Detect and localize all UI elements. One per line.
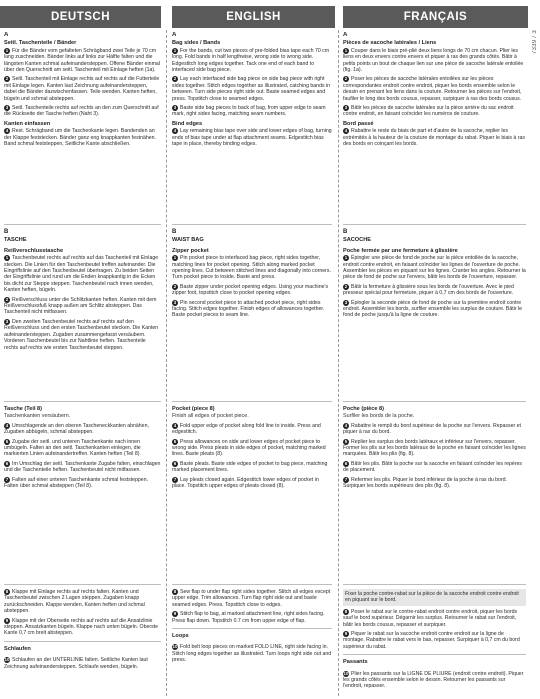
- step-number: 9: [173, 611, 177, 617]
- step-10: [343, 671, 526, 690]
- step-text: Pin second pocket piece to attached pocket piece, right sides facing. Stitch edges together. Finish edges of allowances together. Baste pocket pieces to seam line.: [172, 299, 325, 319]
- step-number: 2: [5, 76, 9, 82]
- step-9: [172, 611, 332, 624]
- language-header: [0, 6, 540, 28]
- step-number: 2: [344, 283, 348, 289]
- section-a: [343, 32, 526, 151]
- step-text: Stitch flap to bag, at marked attachment line, right sides facing. Press flap down. Topstitch 0.7 cm from upper edge of flap.: [172, 611, 325, 624]
- column-francais: [343, 32, 526, 696]
- subheading: Kanten einfassen: [4, 120, 51, 127]
- step-text: Baste pleats. Baste side edges of pocket to bag piece, matching marked placement lines.: [172, 460, 328, 474]
- section-d: [172, 580, 332, 667]
- step-number: 8: [173, 589, 177, 594]
- step-number: 7: [5, 476, 9, 482]
- step-3: [343, 300, 526, 319]
- step-text: Zugabe der seitl. und unteren Taschenkante nach innen umbügeln. Falten an den seitl. Taschenkanten einlegen, die markierten Linien aufeinandertreffen. Kanten heften (Teil 8).: [4, 438, 141, 458]
- step-number: 7: [173, 476, 177, 482]
- divider-rule: [4, 401, 161, 402]
- section-letter: A: [343, 32, 348, 38]
- step-number: 4: [5, 128, 9, 134]
- step-number: 5: [5, 438, 9, 444]
- step-number: 1: [344, 47, 348, 53]
- subheading: Reißverschlusstasche: [4, 247, 64, 254]
- step-text: Sew flap to under flap right sides together. Stitch all edges except upper edge. Trim allowances. Turn flap right side out and baste seamed edges. Press. Topstitch close to edges.: [172, 589, 331, 608]
- step-text: Lay pleats closed again. Edgestitch lower edges of pocket in place. Topstitch upper edges of pleats closed (8).: [172, 476, 319, 490]
- step-text: Lay remaining bias tape over side and lower edges of bag, turning ends of bias tape under at flap attachment seams. Edgestitch bias tape in place, thereby binding edges.: [172, 128, 332, 148]
- section-title: TASCHE: [4, 237, 27, 244]
- step-number: 8: [344, 608, 348, 614]
- section-title: WAIST BAG: [172, 237, 204, 244]
- divider-rule: [343, 654, 526, 655]
- step-number: 3: [173, 299, 177, 305]
- subheading: Bind edges: [172, 120, 203, 127]
- section-c: [4, 397, 161, 492]
- step-text: Rabattre le reste du biais de part et d'autre de la sacoche, replier les extrémités à la hauteur de la couture de montage du rabat. Piquer le biais à ras des bords en coinçant les bords.: [343, 128, 525, 148]
- step-text: Replier les surplus des bords latéraux et inférieur sur l'envers, repasser. Former les plis sur les bords latéraux de la poche en faisant coïncider les lignes marquées. Bâtir les plis (fig. 8).: [343, 438, 526, 458]
- step-text: Fold upper edge of pocket along fold line to inside. Press and edgestitch.: [172, 422, 321, 436]
- step-number: 9: [5, 617, 9, 623]
- step-3: [343, 105, 526, 118]
- step-text: Bâtir la fermeture à glissière sous les bords de l'ouverture. Avec le pied presseur spécial pour fermeture, piquer à 0,7 cm des bords de l'ouverture.: [343, 283, 514, 297]
- section-title: SACOCHE: [343, 237, 371, 244]
- step-text: Poser les pièces de sacoche latérales entoilées sur les pièces correspondantes endroit contre endroit, piquer les bords ensemble selon le dessin en prenant les liens dans la couture. Retourner les pièces sur l'endroit, faufiler le long des bords cousus, repasser, surpiquer à ras des bords cousus.: [343, 76, 522, 102]
- step-8: [172, 589, 332, 608]
- step-number: 1: [5, 47, 9, 53]
- step-text: Falten auf einer unteren Taschenkante schmal feststeppen. Falten über schmal absteppen (Teil 8).: [4, 476, 149, 490]
- step-number: 4: [173, 128, 177, 134]
- divider-rule: [172, 224, 332, 225]
- step-text: Press allowances on side and lower edges of pocket piece to wrong side. Press pleats in side edges of pocket, matching marked lines. Baste pleats (8).: [172, 438, 326, 458]
- step-number: 6: [344, 460, 348, 466]
- step-number: 1: [173, 47, 177, 53]
- step-5: [4, 439, 161, 458]
- step-number: 2: [173, 76, 177, 82]
- step-number: 3: [5, 318, 9, 324]
- subheading: Loops: [172, 633, 189, 640]
- step-text: Rest. Schrägband um die Taschenkante legen. Bandenden an der Klappe feststecken. Bänder ganz eng knappkanten festnähen. Band schmal feststeppen, Seitliche Kante abschließen.: [4, 128, 156, 148]
- section-title: Pièces de sacoche latérales / Liens: [343, 40, 437, 47]
- step-text: Klappe mit der Oberseite rechts auf rechts auf die Ansatzlinie steppen. Ansatzkanten bügeln. Klappe nach unten bügeln. Oberste Kante 0,7 cm breit absteppen.: [4, 617, 159, 637]
- step-6: [172, 461, 332, 474]
- column-deutsch: [4, 32, 161, 696]
- step-text: Couper dans le biais pré-plié deux liens longs de 70 cm chacun. Plier les liens en deux envers contre envers et piquer à ras des grands côtés. Bâtir à petits points un bout de chaque lien sur une pièce de sacoche latérale entoilée (fig. 1a).: [343, 47, 524, 74]
- step-2: [343, 284, 526, 297]
- step-1: [172, 255, 332, 281]
- section-title: Pocket (piece 8): [172, 406, 215, 412]
- step-1: [172, 48, 332, 74]
- step-number: 10: [4, 657, 10, 663]
- step-text: Épingler une pièce de fond de poche sur la pièce entoilée de la sacoche, endroit contre endroit, en faisant coïncider les lignes de l'ouverture de poche. Assembler les pièces en piquant sur les lignes. Cranter les angles. Retourner la pièce de fond de poche sur l'envers, bâtir les bords de l'ouverture, repasser.: [343, 255, 526, 281]
- step-text: Bâtir les plis. Bâtir la poche sur la sacoche en faisant coïncider les repères de placement.: [343, 460, 522, 474]
- column-english: [172, 32, 332, 696]
- subheading: Bord passé: [343, 120, 374, 127]
- step-text: Baste zipper under pocket opening edges. Using your machine's zipper foot, topstitch close to pocket opening edges.: [172, 283, 329, 297]
- section-title: Bag sides / Bands: [172, 40, 221, 47]
- divider-rule: [4, 641, 161, 642]
- step-number: 3: [173, 105, 177, 111]
- step-number: 6: [5, 460, 9, 466]
- page-number: 7339 / 3: [532, 30, 538, 55]
- step-number: 2: [344, 76, 348, 82]
- step-text: Schlaufen an der UNTERLINIE falten. Seitliche Kanten laut Zeichnung aufeinandersteppen. Schlaufe wenden, bügeln.: [4, 657, 148, 670]
- divider-rule: [172, 584, 332, 585]
- section-letter: A: [4, 32, 9, 38]
- step-1: [4, 255, 161, 293]
- header-deutsch: DEUTSCH: [0, 6, 161, 28]
- step-number: 3: [5, 105, 9, 111]
- section-letter: B: [343, 229, 348, 235]
- step-8: [343, 609, 526, 628]
- step-1: [4, 48, 161, 74]
- section-title: Poche (pièce 8): [343, 406, 385, 412]
- step-9: [4, 618, 161, 637]
- step-number: 6: [173, 460, 177, 466]
- section-a: [4, 32, 161, 151]
- section-b: [4, 220, 161, 354]
- divider-rule: [172, 401, 332, 402]
- step-text: Seitl. Taschenteil mit Einlage rechts auf rechts auf die Futterteile mit Einlage legen. Kanten laut Zeichnung aufeinandersteppen, dabei die Bänder dazwischenfassen. Teile wenden. Kanten heften, bügeln und schmal absteppen.: [4, 76, 160, 102]
- section-b: [172, 220, 332, 322]
- step-5: [172, 439, 332, 458]
- step-text: Umschlagende an den oberen Tascheneckkanten abnähen, Zugaben abbügeln, schmal absteppen.: [4, 422, 149, 436]
- step-7: [4, 477, 161, 490]
- subheading: Surfiler les bords de la poche.: [343, 413, 415, 420]
- step-4: [172, 128, 332, 147]
- section-d: [4, 580, 161, 673]
- step-4: [4, 423, 161, 436]
- step-text: For the bands, cut two pieces of pre-folded bias tape each 70 cm long. Fold bands in half lengthwise, wrong side to wrong side. Edgestitch long edges together. Tack one end of each band to interfaced side bag piece.: [172, 47, 330, 74]
- step-text: Fold belt loop pieces on marked FOLD LINE, right side facing in. Stitch long edges together as illustrated. Turn loops right side out and press.: [172, 644, 332, 664]
- step-2: [4, 76, 161, 102]
- step-text: Bâtir les pièces de sacoche latérales sur la pièce arrière du sac endroit contre endroit, en faisant coïncider les numéros de couture.: [343, 105, 514, 118]
- step-number: 5: [344, 438, 348, 444]
- section-a: [172, 32, 332, 151]
- step-5: [343, 439, 526, 458]
- divider-rule: [343, 224, 526, 225]
- step-number: 1: [5, 255, 9, 261]
- step-number: 4: [344, 422, 348, 428]
- section-title: Seitl. Taschenteile / Bänder: [4, 40, 77, 47]
- subheading: Finish all edges of pocket piece.: [172, 413, 249, 420]
- step-text: Im Umschlag der seitl. Taschenkante Zugabe falten, einschlagen und die Taschenteile heften. Taschenbeutel nicht mitfassen.: [4, 460, 161, 474]
- step-2: [172, 284, 332, 297]
- step-number: 9: [344, 631, 348, 637]
- step-4: [4, 128, 161, 147]
- subheading: Schlaufen: [4, 645, 31, 652]
- step-1: [343, 48, 526, 74]
- step-text: Rabattre le rempli du bord supérieur de la poche sur l'envers. Repasser et piquer à ras du bord.: [343, 422, 521, 436]
- step-text: Pin pocket piece to interfaced bag piece, right sides together, matching lines for pocket opening. Stitch along marked pocket opening lines. Cut between stitched lines and diagonally into corners. Turn pocket piece to inside. Baste and press.: [172, 255, 331, 281]
- step-6: [4, 461, 161, 474]
- section-c: [172, 397, 332, 492]
- step-3: [4, 105, 161, 118]
- step-text: Piquer le rabat sur la sacoche endroit contre endroit sur la ligne de montage. Rabattre le rabat vers le bas, repasser. Surpiquer à 0,7 cm du bord supérieur du rabat.: [343, 631, 520, 650]
- subheading: Poche fermée par une fermeture à glissière: [343, 247, 458, 254]
- divider-rule: [4, 584, 161, 585]
- step-text: Baste side bag pieces to back of bag, from upper edge to seam mark, right sides facing, matching seam numbers.: [172, 105, 326, 118]
- step-3: [4, 319, 161, 351]
- step-10: [172, 644, 332, 663]
- step-number: 4: [173, 422, 177, 428]
- subheading: Passants: [343, 659, 368, 666]
- step-2: [172, 76, 332, 102]
- step-text: Reißverschluss unter die Schlitzkanten heften. Kanten mit dem Reißverschlussfuß knapp außen am Schlitz absteppen. Das Taschenteil nicht mitfassen.: [4, 296, 157, 316]
- step-1: [343, 255, 526, 281]
- header-francais: FRANÇAIS: [343, 6, 528, 28]
- step-text: Refermer les plis. Piquer le bord inférieur de la poche à ras du bord. Surpiquer les bords supérieurs des plis (fig. 8).: [343, 476, 507, 490]
- step-9: [343, 631, 526, 650]
- step-number: 4: [344, 128, 348, 134]
- step-number: 1: [173, 255, 177, 261]
- section-title: Tasche (Teil 8): [4, 406, 43, 412]
- step-7: [343, 477, 526, 490]
- step-number: 10: [172, 644, 178, 650]
- section-letter: B: [4, 229, 9, 235]
- step-number: 10: [343, 670, 349, 676]
- step-text: Für die Bänder vom gefalteten Schrägband zwei Teile je 70 cm lang zuschneiden. Bänder links auf links zur Hälfte falten und die längsten Kanten schmal aufeinandersteppen. Offene Bänder einmal über den Querschnitt am seitl. Taschenteil mit Einlage heften (1a).: [4, 47, 160, 74]
- step-2: [343, 76, 526, 102]
- step-6: [343, 461, 526, 474]
- section-letter: B: [172, 229, 177, 235]
- divider-rule: [343, 401, 526, 402]
- step-4: [343, 423, 526, 436]
- step-2: [4, 297, 161, 316]
- section-c: [343, 397, 526, 492]
- step-text: Seitl. Taschenteile rechts auf rechts an den zum Querschnitt auf die Rückseite der Tasche heften (Naht 3).: [4, 105, 159, 118]
- step-number: 4: [5, 422, 9, 428]
- step-number: 2: [173, 283, 177, 289]
- subheading: Taschenkanten versäubern.: [4, 413, 71, 420]
- step-number: 5: [173, 438, 177, 444]
- step-8: [4, 589, 161, 615]
- step-number: 8: [5, 589, 9, 594]
- divider-rule: [343, 584, 526, 585]
- section-b: [343, 220, 526, 322]
- step-4: [343, 128, 526, 147]
- subheading: Zipper pocket: [172, 247, 209, 254]
- step-text: Taschenbeutel rechts auf rechts auf das Taschenteil mit Einlage stecken. Die Linien für den Taschenbeutel treffen aufeinander. Die Eingriffslinie auf den Taschenbeutel übertragen. Zu beiden Seiten der Eingriffslinie und rund um die Enden knappkantig in die Ecken bis dicht zur Steppe steppen. Taschenbeutel nach innen wenden, Kanten heften, bügeln.: [4, 255, 159, 294]
- column-divider: [166, 30, 167, 696]
- divider-rule: [172, 628, 332, 629]
- step-number: 7: [344, 476, 348, 482]
- column-divider: [338, 30, 339, 696]
- step-number: 3: [344, 105, 348, 111]
- header-english: ENGLISH: [172, 6, 335, 28]
- step-3: [172, 105, 332, 118]
- step-number: 3: [344, 299, 348, 305]
- divider-rule: [4, 224, 161, 225]
- step-text: Plier les passants sur la LIGNE DE PLIURE (endroit contre endroit). Piquer les grands côtés ensemble selon le dessin. Retourner les passants sur l'endroit, repasser.: [343, 670, 524, 690]
- section-letter: A: [172, 32, 177, 38]
- step-10: [4, 657, 161, 670]
- note-box: Fixer la poche contre-rabat sur la pièce de la sacoche endroit contre endroit en piquant sur le bord.: [343, 589, 526, 606]
- step-number: 2: [5, 296, 9, 302]
- step-text: Lay each interfaced side bag piece on side bag piece with right sides together. Stitch edges together as illustrated, catching bands in between. Turn side pieces right side out. Baste seamed edges and press. Topstitch close to seamed edges.: [172, 76, 331, 102]
- step-4: [172, 423, 332, 436]
- step-text: Épingler la seconde pièce de fond de poche sur la première endroit contre endroit. Assembler les bords, surfiler ensemble les surplus de couture. Bâtir le fond de poche jusqu'à la ligne de couture.: [343, 299, 523, 319]
- section-d: [343, 580, 526, 693]
- step-text: Den zweiten Taschenbeutel rechts auf rechts auf den Reißverschluss und den ersten Taschenbeutel stecken. Die Kanten aufeinandersteppen. Zugaben zusammengefasst versäubern. Vorderen Taschenbeutel bis zur Nahtlinie heften. Taschenteile rechts auf rechts wie ersten Taschenbeutel steppen.: [4, 318, 159, 351]
- step-7: [172, 477, 332, 490]
- step-3: [172, 300, 332, 319]
- step-number: 1: [344, 255, 348, 261]
- step-text: Klappe mit Einlage rechts auf rechts falten. Kanten und Taschenbeutel zwischen 2 Lagen steppen. Zugaben knapp zurückschneiden. Klappe wenden, Kanten heften und schmal absteppen.: [4, 589, 145, 615]
- step-text: Poser le rabat sur le contre-rabat endroit contre endroit, piquer les bords sauf le bord supérieur. Dégarnir les surplus. Retourner le rabat sur l'endroit, bâtir les bords cousus, repasser et surpiquer.: [343, 608, 518, 628]
